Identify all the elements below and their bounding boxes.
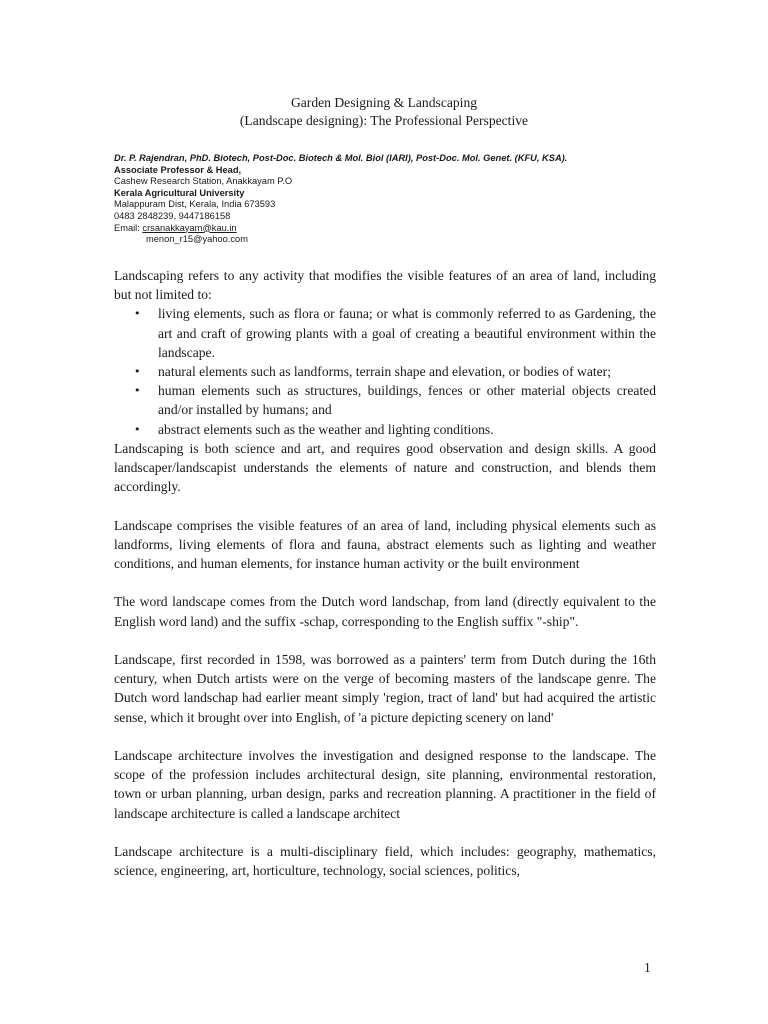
bullet-icon: •: [134, 384, 141, 398]
author-email-line: [114, 223, 567, 235]
author-phone: 0483 2848239, 9447186158: [114, 210, 231, 221]
paragraph-landscape-definition: Landscape comprises the visible features of an area of land, including physical elements such as landforms, living elements of flora and fauna, abstract elements such as lighting and weather conditions, and human elements, for instance human activity or the built environment: [114, 517, 656, 572]
bullet-icon: •: [134, 307, 141, 321]
author-position: Associate Professor & Head,: [114, 164, 242, 175]
document-subtitle: (Landscape designing): The Professional Perspective: [239, 113, 529, 128]
list-item: • human elements such as structures, buildings, fences or other material objects created and/or installed by humans; and: [134, 383, 656, 418]
author-university: Kerala Agricultural University: [114, 187, 245, 198]
document-title: Garden Designing & Landscaping: [290, 95, 478, 110]
title-block: [0, 94, 768, 130]
author-block: [114, 153, 567, 246]
paragraph-multidisciplinary: Landscape architecture is a multi-disciplinary field, which includes: geography, mathematics, science, engineering, art, horticulture, technology, social sciences, politics,: [114, 844, 656, 879]
intro-paragraph: Landscaping refers to any activity that modifies the visible features of an area of land, including but not limited to:: [114, 268, 656, 303]
document-body: [114, 266, 656, 880]
author-address: Malappuram Dist, Kerala, India 673593: [114, 199, 276, 210]
email-label: Email:: [114, 222, 143, 233]
bullet-icon: •: [134, 365, 141, 379]
paragraph-history: Landscape, first recorded in 1598, was borrowed as a painters' term from Dutch during the 16th century, when Dutch artists were on the verge of becoming masters of the landscape genre. The Dutch word landschap had earlier meant simply 'region, tract of land' but had acquired the artistic sense, which it brought over into English, of 'a picture depicting scenery on land': [114, 652, 656, 725]
bullet-icon: •: [134, 422, 141, 436]
page-number: 1: [644, 960, 651, 975]
author-name: Dr. P. Rajendran, PhD. Biotech, Post-Doc. Biotech & Mol. Biol (IARI), Post-Doc. Mol. Genet. (KFU, KSA).: [114, 153, 568, 163]
author-email-secondary: menon_r15@yahoo.com: [146, 234, 248, 245]
email-link-primary[interactable]: crsanakkayam@kau.in: [142, 222, 237, 233]
list-item: • abstract elements such as the weather and lighting conditions.: [114, 420, 656, 439]
paragraph-etymology: The word landscape comes from the Dutch word landschap, from land (directly equivalent to the English word land) and the suffix -schap, corresponding to the English suffix "-ship".: [114, 594, 656, 629]
author-station: Cashew Research Station, Anakkayam P.O: [114, 176, 293, 187]
bullet-list: [114, 304, 656, 438]
list-item: • natural elements such as landforms, terrain shape and elevation, or bodies of water;: [114, 362, 656, 381]
paragraph-architecture: Landscape architecture involves the investigation and designed response to the landscape. The scope of the profession includes architectural design, site planning, environmental restoration, town or urban planning, urban design, parks and recreation planning. A practitioner in the field of landscape architecture is called a landscape architect: [114, 748, 656, 821]
paragraph-science-art: Landscaping is both science and art, and requires good observation and design skills. A good landscaper/landscapist understands the elements of nature and construction, and blends them accordingly.: [114, 440, 656, 495]
list-item: • living elements, such as flora or fauna; or what is commonly referred to as Gardening, the art and craft of growing plants with a goal of creating a beautiful environment within the landscape.: [134, 306, 656, 360]
